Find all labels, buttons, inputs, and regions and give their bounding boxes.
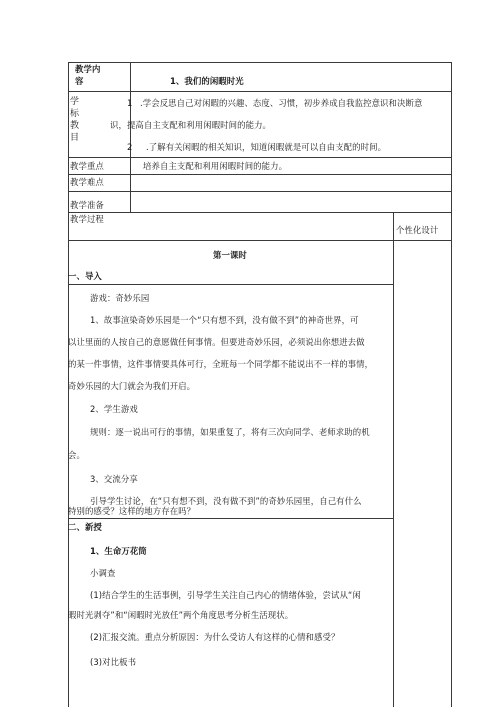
section-2-subtitle: 1、生命万花筒: [90, 546, 147, 556]
process-label: 教学过程: [70, 214, 104, 224]
header-label-line1: 教学内: [75, 64, 101, 74]
objectives-label-char-2: 标: [70, 109, 80, 119]
objectives-label-char-3: 教: [70, 121, 80, 131]
difficulty-label: 教学难点: [70, 177, 104, 187]
rule-after-process: [68, 240, 452, 241]
objective-1-line-1: .学会反思自己对闲暇的兴趣、态度、习惯，初步养成自我监控意识和决断意: [140, 98, 423, 108]
section-1-title: 一、导入: [68, 271, 102, 281]
paragraph-1-line-4: 奇妙乐园的大门就会为我们开启。: [68, 381, 196, 391]
rule-after-difficulty: [68, 191, 452, 192]
session-title: 第一课时: [213, 250, 247, 260]
objective-2-text: .了解有关闲暇的相关知识，知道闲暇就是可以自由支配的时间。: [146, 142, 387, 152]
survey-label: 小调查: [90, 568, 116, 578]
objective-2-number: 2: [127, 142, 133, 152]
section-2-title: 二、新授: [68, 522, 102, 532]
paragraph-1-line-1: 1、故事渲染奇妙乐园是一个“只有想不到，没有做不到”的神奇世界，可: [90, 315, 359, 325]
key-point-text: 培养自主支配和利用闲暇时间的能力。: [143, 161, 288, 171]
question-1-line-1: (1)结合学生的生活事例，引导学生关注自己内心的情绪体验，尝试从“闲: [90, 590, 361, 600]
paragraph-3-title: 3、交流分享: [90, 474, 138, 484]
rule-after-p3: [68, 518, 393, 519]
question-1-line-2: 暇时光剥夺”和“闲暇时光放任”两个角度思考分析生活现状。: [68, 610, 294, 620]
objectives-label-char-1: 学: [70, 97, 80, 107]
paragraph-2-line-1: 规则：逐一说出可行的事情，如果重复了，将有三次向同学、老师求助的机: [90, 427, 370, 437]
paragraph-3-line-2: 特别的感受？这样的地方存在吗？: [68, 506, 196, 516]
rule-after-header: [68, 91, 452, 92]
objectives-label-char-4: 目: [70, 133, 80, 143]
lesson-title: 1、我们的闲暇时光: [170, 76, 244, 86]
rule-after-objectives: [68, 157, 452, 158]
rule-after-s1-title: [68, 284, 393, 285]
rule-side-column: [393, 212, 394, 707]
game-line: 游戏：奇妙乐园: [90, 293, 150, 303]
paragraph-1-line-3: 的某一件事情，这件事情要具体可行，全班每一个同学都不能说出不一样的事情，: [68, 359, 374, 369]
question-2-line: (2)汇报交流。重点分析原因：为什么受访人有这样的心情和感受？: [90, 632, 340, 642]
personalized-design-label: 个性化设计: [396, 225, 439, 235]
question-3-line: (3)对比板书: [90, 657, 137, 667]
paragraph-1-line-2: 以让里面的人按自己的意愿做任何事情。但要进奇妙乐园，必须说出你想进去做: [68, 337, 365, 347]
paragraph-2-line-2: 会。: [68, 450, 85, 460]
preparation-label: 教学准备: [70, 200, 104, 210]
key-point-label: 教学重点: [70, 161, 104, 171]
header-label-line2: 容: [75, 76, 84, 86]
paragraph-2-title: 2、学生游戏: [90, 404, 138, 414]
objective-1-number: 1: [127, 98, 133, 108]
rule-top: [68, 62, 452, 63]
rule-right: [451, 62, 452, 707]
objective-1-line-2: 识，提高自主支配和利用闲暇时间的能力。: [110, 120, 272, 130]
rule-after-preparation: [68, 212, 452, 213]
paragraph-3-line-1: 引导学生讨论，在“只有想不到，没有做不到”的奇妙乐园里，自己有什么: [90, 496, 362, 506]
rule-label-column: [130, 62, 131, 212]
rule-after-keypoint: [68, 174, 452, 175]
